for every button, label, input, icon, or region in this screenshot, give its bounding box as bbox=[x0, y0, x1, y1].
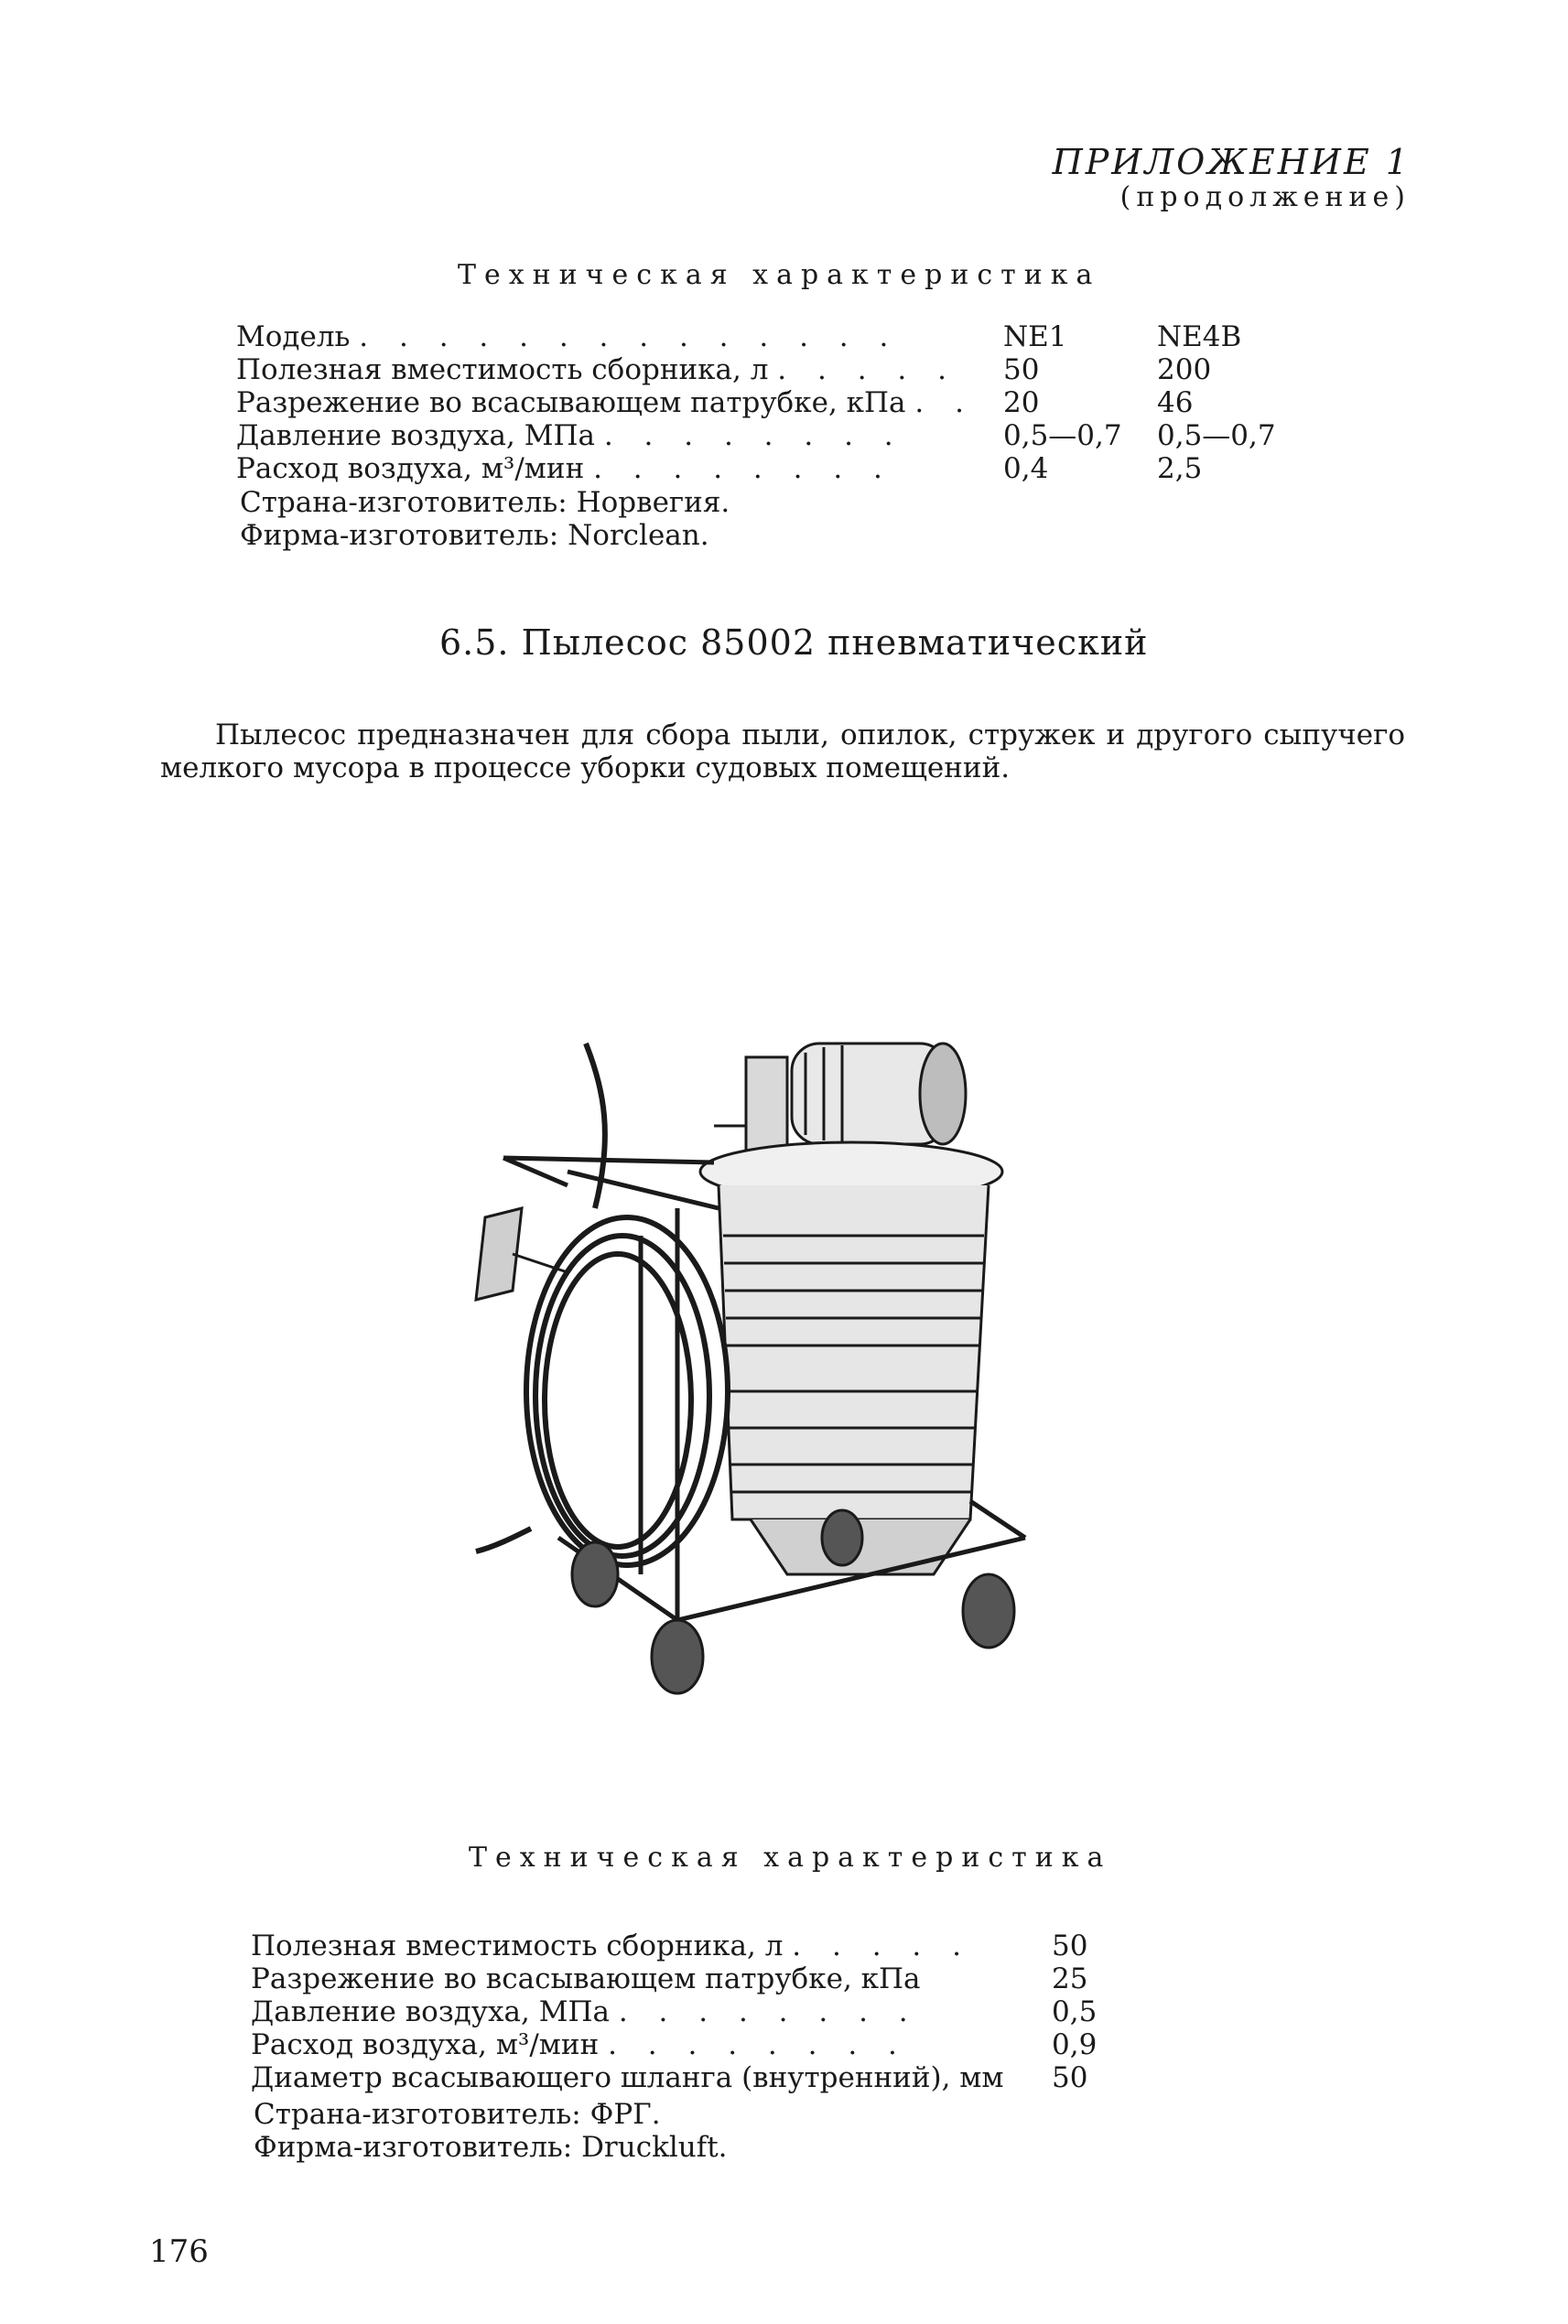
spec1-table bbox=[236, 320, 1276, 485]
spec2-value: 50 bbox=[1052, 2061, 1088, 2094]
table-row bbox=[236, 452, 1276, 485]
spec2-value: 50 bbox=[1052, 1929, 1088, 1962]
spec1-value-ne4b: 2,5 bbox=[1157, 452, 1203, 485]
spec2-label: Давление воздуха, МПа . . . . . . . . bbox=[251, 1995, 919, 2028]
spec1-label: Давление воздуха, МПа . . . . . . . . bbox=[236, 419, 904, 452]
spec2-value: 0,5 bbox=[1052, 1995, 1098, 2028]
spec1-value-ne4b: 0,5—0,7 bbox=[1157, 419, 1276, 452]
section-title: 6.5. Пылесос 85002 пневматический bbox=[439, 622, 1149, 663]
table-row bbox=[236, 353, 1276, 386]
spec1-firm: Фирма-изготовитель: Norclean. bbox=[240, 519, 709, 552]
spec1-label: Разрежение во всасывающем патрубке, кПа . . bbox=[236, 386, 975, 419]
table-row bbox=[251, 2061, 1097, 2094]
spec1-label: Расход воздуха, м³/мин . . . . . . . . bbox=[236, 452, 893, 485]
vacuum-cleaner-illustration bbox=[458, 1025, 1044, 1757]
spec2-label: Диаметр всасывающего шланга (внутренний), мм bbox=[251, 2061, 1004, 2094]
spec1-value-ne1: NE1 bbox=[1003, 320, 1067, 353]
spec1-label: Модель . . . . . . . . . . . . . . bbox=[236, 320, 900, 353]
spec2-value: 0,9 bbox=[1052, 2028, 1098, 2061]
spec2-table bbox=[251, 1929, 1097, 2094]
collector-tank bbox=[700, 1142, 1002, 1574]
table-row bbox=[251, 1929, 1097, 1962]
spec1-heading: Техническая характеристика bbox=[458, 259, 1101, 291]
table-row bbox=[236, 320, 1276, 353]
page-number: 176 bbox=[149, 2233, 209, 2270]
spec2-label: Разрежение во всасывающем патрубке, кПа bbox=[251, 1962, 921, 1995]
spec2-country: Страна-изготовитель: ФРГ. bbox=[254, 2098, 661, 2131]
appendix-continued: (продолжение) bbox=[1119, 181, 1411, 213]
spec1-value-ne1: 50 bbox=[1003, 353, 1040, 386]
spec2-label: Расход воздуха, м³/мин . . . . . . . . bbox=[251, 2028, 908, 2061]
spec1-value-ne4b: NE4B bbox=[1157, 320, 1242, 353]
spec1-country: Страна-изготовитель: Норвегия. bbox=[240, 486, 730, 519]
section-description: Пылесос предназначен для сбора пыли, опилок, стружек и другого сыпучего мелкого мусора в процессе уборки судовых помещений. bbox=[160, 719, 1405, 784]
spec1-value-ne4b: 200 bbox=[1157, 353, 1212, 386]
spec2-label: Полезная вместимость сборника, л . . . . . bbox=[251, 1929, 972, 1962]
suction-hose bbox=[476, 1043, 728, 1565]
appendix-title: ПРИЛОЖЕНИЕ 1 bbox=[1052, 142, 1411, 182]
spec2-heading: Техническая характеристика bbox=[469, 1842, 1112, 1874]
table-row bbox=[251, 2028, 1097, 2061]
spec2-value: 25 bbox=[1052, 1962, 1088, 1995]
spec2-firm: Фирма-изготовитель: Druckluft. bbox=[254, 2131, 728, 2164]
floor-nozzle bbox=[476, 1208, 568, 1300]
spec1-label: Полезная вместимость сборника, л . . . . . bbox=[236, 353, 957, 386]
table-row bbox=[251, 1995, 1097, 2028]
table-row bbox=[251, 1962, 1097, 1995]
spec1-value-ne4b: 46 bbox=[1157, 386, 1194, 419]
spec1-value-ne1: 0,5—0,7 bbox=[1003, 419, 1122, 452]
spec1-value-ne1: 20 bbox=[1003, 386, 1040, 419]
table-row bbox=[236, 386, 1276, 419]
table-row bbox=[236, 419, 1276, 452]
spec1-value-ne1: 0,4 bbox=[1003, 452, 1049, 485]
